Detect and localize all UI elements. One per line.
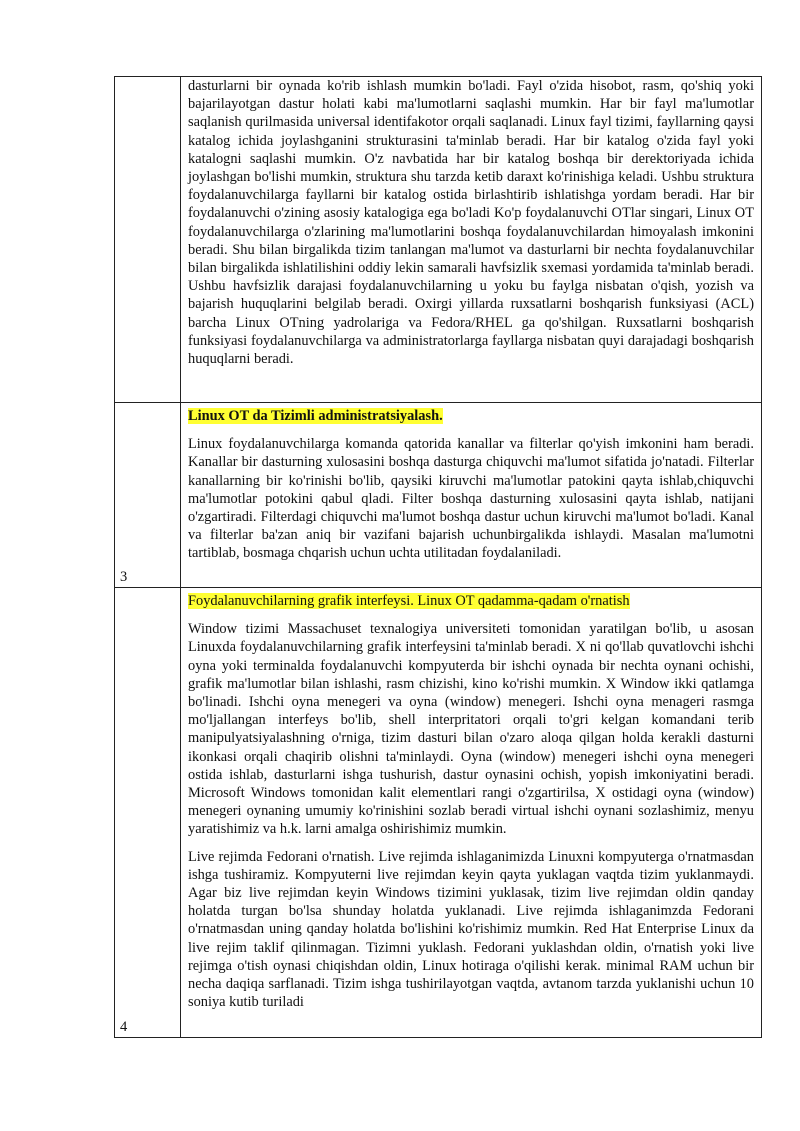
table-row [115, 403, 762, 588]
paragraph: Linux foydalanuvchilarga komanda qatorida kanallar va filterlar qo'yish imkonini ham beradi. Kanallar bir dasturning xulosasini boshqa dasturga chiquvchi ma'lumot sifatida jo'natadi. Filterlar kanallarning bir ko'rinishi bo'lib, qaysiki kiruvchi ma'lumotlar patokini qayta ishlab,chiquvchi ma'lumotlar potokini qabul qladi. Filter boshqa dasturning xulosasini qayta ishlab, natijani o'zgartiradi. Filterdagi chiquvchi ma'lumot boshqa dastur uchun kiruvchi ma'lumot bo'ladi. Kanal va filterlar ba'zan aniq bir vazifani bajarish uchunbirgalikda ishlaydi. Masalan ma'lumotni tartiblab, bosmaga chqarish uchun uchta utilitadan foydalaniladi. [188, 436, 754, 562]
paragraph: dasturlarni bir oynada ko'rib ishlash mumkin bo'ladi. Fayl o'zida hisobot, rasm, qo'shiq yoki bajarilayotgan dastur holati kabi ma'lumotlarni saqlashi mumkin. Har bir fayl ma'lumotlar saqlanish qurilmasida universal identifakotor orqali saqlanadi. Linux fayl tizimi, fayllarning qaysi katalog ichida joylashganini strukturasini ta'minlab beradi. Har bir katalog o'zida fayl yoki katalogni saqlashi mumkin. O'z navbatida har bir katalog boshqa bir derektoriyada ichida joylashgan bo'lishi mumkin, struktura shu tarzda ketib daraxt ko'rinishiga keladi. Ushbu struktura foydalanuvchilarga fayllarni bir katalog ostida birlashtirib ishlatishga yordam beradi. Har bir foydalanuvchi o'zining asosiy katalogiga ega bo'ladi Ko'p foydalanuvchi OTlar singari, Linux OT foydalanuvchilarga o'zlarining ma'lumotlarini boshqa foydalanuvchilardan himoyalash imkonini beradi. Shu bilan birgalikda tizim tanlangan ma'lumot va dasturlarni bir nechta foydalanuvchilar bilan birgalikda ishlatilishini oddiy lekin samarali havfsizlik sxemasi yordamida ta'minlab beradi. Ushbu havfsizlik darajasi foydalanuvchilarning u yoku bu faylga nisbatan o'qish, yozish va bajarish huquqlarini belgilab beradi. Oxirgi yillarda ruxsatlarni boshqarish funksiyasi (ACL) barcha Linux OTning yadrolariga va Fedora/RHEL ga qo'shilgan. Ruxsatlarni boshqarish funksiyasi foydalanuvchilarga va administratorlarga fayllarga nisbatan quyi darajadagi boshqarish huquqlarni beradi. [188, 78, 754, 368]
content-table [114, 76, 762, 1038]
section-heading: Foydalanuvchilarning grafik interfeysi. Linux OT qadamma-qadam o'rnatish [188, 593, 630, 609]
row-text-cell [181, 588, 762, 1038]
row-number-cell [115, 588, 181, 1038]
section-heading: Linux OT da Tizimli administratsiyalash. [188, 408, 443, 424]
table-row [115, 588, 762, 1038]
row-number-cell [115, 77, 181, 403]
row-number: 4 [120, 1019, 128, 1035]
paragraph: Live rejimda Fedorani o'rnatish. Live rejimda ishlaganimizda Linuxni kompyuterga o'rnatmasdan ishga tushiramiz. Kompyuterni live rejimdan keyin qayta yuklagan vaqtda tizim yuklanmaydi. Agar biz live rejimdan keyin Windows tizimini yuklasak, tizim live rejimdan oldin qanday holatda turgan bo'lsa shunday holatda yuklanadi. Live rejimda ishlaganimzda Fedorani o'rnatmasdan uning qanday holatda bo'lishini ko'rishimiz mumkin. Red Hat Enterprise Linux da live rejim taklif qilinmagan. Tizimni yuklash. Fedorani yuklashdan oldin, o'rnatish yoki live rejimga o'tish oynasi chiqishdan oldin, Linux hotiraga o'qilishi kerak. minimal RAM uchun bir necha daqiqa sarflanadi. Tizim ishga tushirilayotgan vaqtda, avtanom tarzda yuklanishi uchun 10 soniya kutib turiladi [188, 848, 754, 1011]
paragraph: Window tizimi Massachuset texnalogiya universiteti tomonidan yaratilgan bo'lib, u asosan Linuxda foydalanuvchilarning grafik interfeysini ta'minlab beradi. X ni qo'llab quvatlovchi ishchi oyna yoki terminalda foydalanuvchi kompyuterda bir ishchi oynada bir nechta oynani ochishi, grafik ma'lumotlar bilan ishlashi, rasm chizishi, kino ko'rishi mumkin. X Window ikki qatlamga bo'linadi. Ishchi oyna menegeri va oyna (window) menegeri. Ishchi oyna menageri rasmga mo'ljallangan interfeys bo'lib, shell interpritatori orqali to'gri kelgan komandani terib manipulyatsiyalashning o'rniga, tizim dasturi bilan o'zaro aloqa qilgan holda kerakli dasturni ikonkasi orqali chaqirib olishni ta'minlaydi. Oyna (window) menegeri ishchi oyna menegeri ostida ishlab, dasturlarni ishga tushurish, dastur oynasini ochish, yopish imkoniyatini beradi. Microsoft Windows tomonidan kalit elementlari rangi o'zgartirilsa, X ostidagi oyna (window) menegeri oynaning umumiy ko'rinishini sozlab beradi virtual ishchi oynani sozlashimiz, menyu yaratishimiz va h.k. larni amalga oshirishimiz mumkin. [188, 621, 754, 838]
table-row [115, 77, 762, 403]
row-number-cell [115, 403, 181, 588]
row-text-cell [181, 403, 762, 588]
row-number: 3 [120, 569, 128, 585]
row-text-cell [181, 77, 762, 403]
